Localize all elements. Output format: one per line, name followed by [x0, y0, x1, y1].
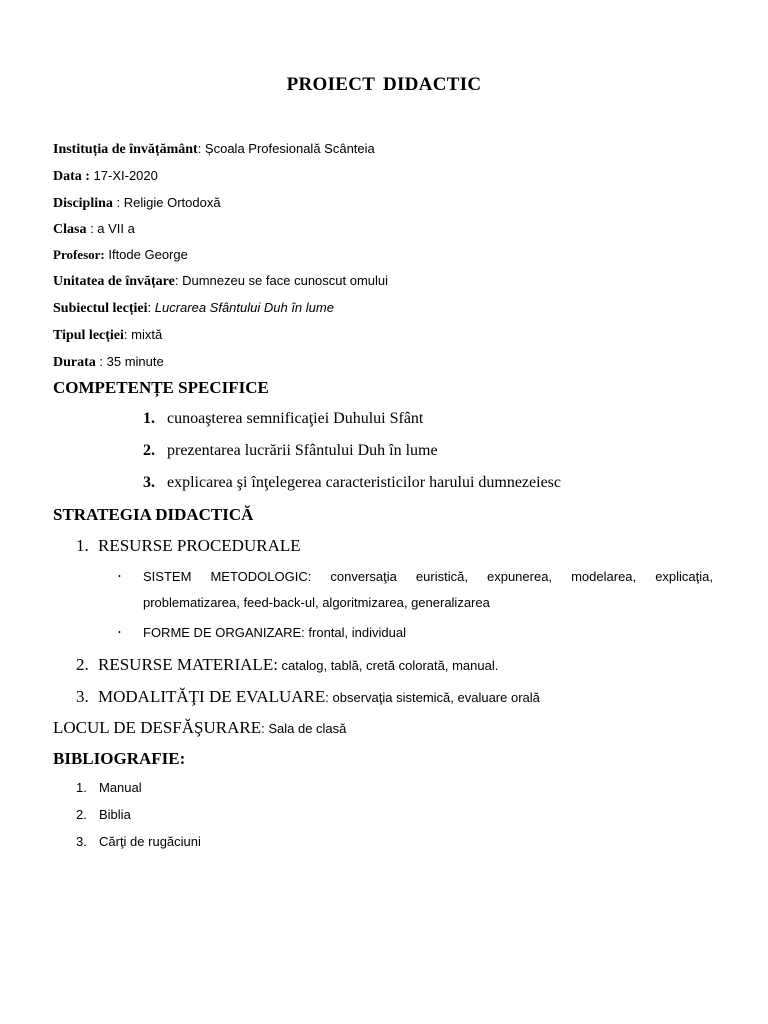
- strategia-item: [76, 687, 540, 707]
- competenta-item: [143, 474, 561, 492]
- info-separator: :: [95, 354, 104, 369]
- info-label: Unitatea de învățare: [53, 274, 175, 289]
- item-label: RESURSE PROCEDURALE: [98, 536, 301, 555]
- info-value: a VII a: [93, 221, 135, 236]
- info-label: Durata: [53, 355, 96, 370]
- info-separator: :: [112, 195, 121, 210]
- info-label: Disciplina: [53, 196, 113, 211]
- info-unitatea: [53, 272, 388, 291]
- item-label: RESURSE MATERIALE:: [98, 655, 278, 674]
- item-number: 2.: [143, 442, 155, 459]
- item-number: 3.: [76, 687, 89, 706]
- locul-desfasurare: [53, 718, 346, 738]
- info-profesor: [53, 246, 188, 264]
- info-value: 35 minute: [103, 354, 164, 369]
- info-value: Lucrarea Sfântului Duh în lume: [151, 300, 334, 315]
- item-text: Biblia: [99, 807, 131, 822]
- item-number: 1.: [143, 410, 155, 427]
- competenta-item: [143, 410, 423, 428]
- competenta-item: [143, 442, 438, 460]
- info-subiectul: [53, 299, 334, 318]
- item-text: Cărţi de rugăciuni: [99, 834, 201, 849]
- item-label: MODALITĂŢI DE EVALUARE: [98, 687, 326, 706]
- info-label: Tipul lecției: [53, 328, 124, 343]
- info-label: Data :: [53, 169, 90, 184]
- document-title: PROIECT DIDACTIC: [286, 74, 482, 95]
- info-label: Instituția de învățământ: [53, 142, 198, 157]
- info-value: mixtă: [127, 327, 163, 342]
- locul-text: : Sala de clasă: [261, 721, 347, 736]
- info-value: Iftode George: [104, 247, 188, 262]
- bibliografie-heading: BIBLIOGRAFIE:: [53, 749, 186, 768]
- strategia-item: [76, 655, 498, 675]
- item-number: 1.: [76, 780, 87, 795]
- info-separator: :: [123, 327, 128, 342]
- bibliografie-item: [76, 780, 142, 795]
- info-separator: :: [197, 141, 202, 156]
- info-label: Clasa: [53, 222, 87, 237]
- info-durata: [53, 353, 164, 372]
- competente-heading: COMPETENȚE SPECIFICE: [53, 378, 269, 397]
- bullet-icon: •: [118, 628, 121, 637]
- item-number: 3.: [76, 834, 87, 849]
- bibliografie-item: [76, 834, 201, 849]
- info-value: Dumnezeu se face cunoscut omului: [178, 273, 389, 288]
- info-label: Subiectul lecției: [53, 301, 148, 316]
- strategia-item: [76, 536, 301, 556]
- info-value: Religie Ortodoxă: [120, 195, 221, 210]
- info-separator: :: [174, 273, 179, 288]
- info-tipul: [53, 326, 162, 345]
- bibliografie-item: [76, 807, 131, 822]
- item-number: 2.: [76, 655, 89, 674]
- bullet-line: problematizarea, feed-back-ul, algoritmizarea, generalizarea: [143, 595, 490, 610]
- item-text: Manual: [99, 780, 142, 795]
- bullet-line: SISTEM METODOLOGIC: conversaţia euristică, expunerea, modelarea, explicaţia,: [143, 569, 713, 584]
- bullet-sistem-metodologic: [143, 564, 713, 616]
- info-value: Școala Profesională Scânteia: [201, 141, 375, 156]
- info-institutia: [53, 140, 375, 159]
- item-text: prezentarea lucrării Sfântului Duh în lume: [167, 442, 438, 459]
- info-data: [53, 167, 158, 186]
- bullet-icon: •: [118, 572, 121, 581]
- item-text: catalog, tablă, cretă colorată, manual.: [277, 658, 499, 673]
- strategia-heading: STRATEGIA DIDACTICĂ: [53, 505, 254, 524]
- item-number: 3.: [143, 474, 155, 491]
- info-separator: :: [86, 221, 94, 236]
- info-disciplina: [53, 194, 221, 213]
- info-label: Profesor:: [53, 247, 105, 262]
- item-text: : observaţia sistemică, evaluare orală: [325, 690, 540, 705]
- locul-label: LOCUL DE DESFĂŞURARE: [53, 718, 262, 737]
- info-separator: :: [147, 300, 152, 315]
- item-text: explicarea şi înţelegerea caracteristicilor harului dumnezeiesc: [167, 474, 562, 491]
- bullet-forme-organizare: [143, 620, 713, 646]
- info-value: 17-XI-2020: [89, 168, 158, 183]
- item-number: 1.: [76, 536, 89, 555]
- info-clasa: [53, 220, 135, 239]
- bullet-line: FORME DE ORGANIZARE: frontal, individual: [143, 625, 406, 640]
- item-number: 2.: [76, 807, 87, 822]
- item-text: cunoaşterea semnificaţiei Duhului Sfânt: [167, 410, 424, 427]
